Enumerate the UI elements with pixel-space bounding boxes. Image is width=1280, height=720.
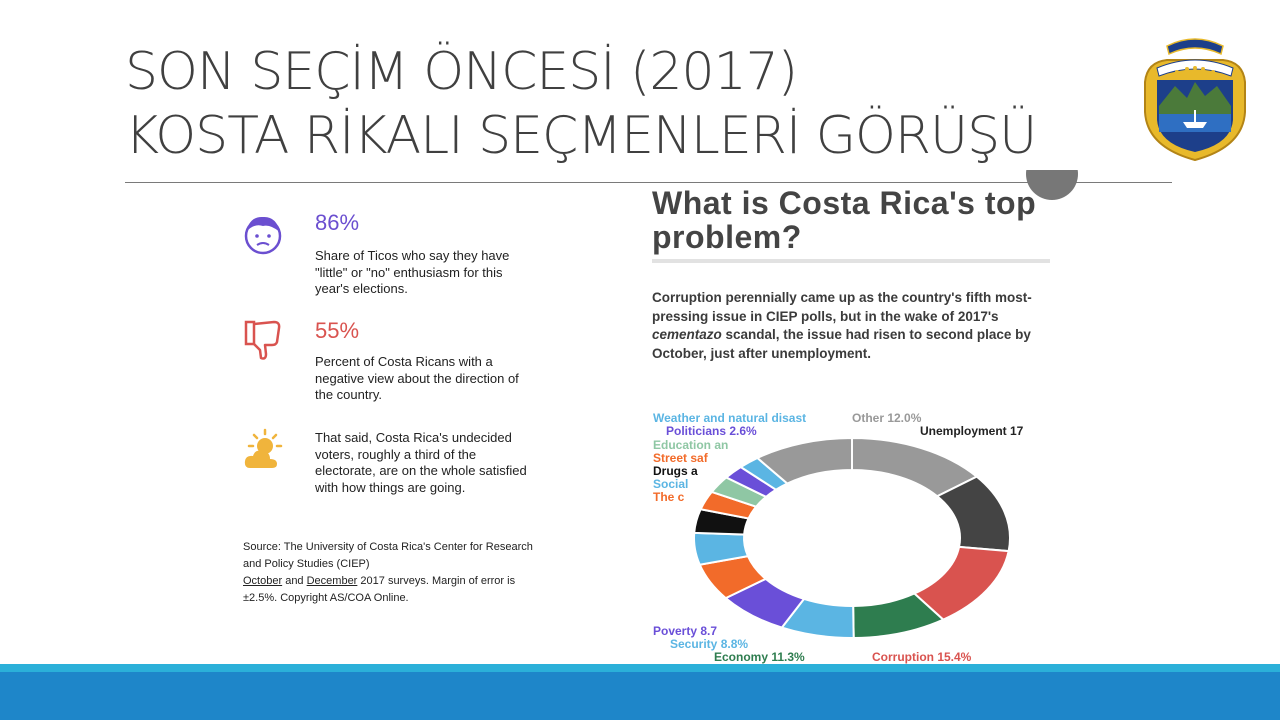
footer-band-light: [0, 664, 1280, 672]
stat-undecided: [240, 428, 540, 518]
source-note: [243, 539, 543, 607]
para-text: Corruption perennially came up as the country's fifth most-pressing issue in CIEP polls, but in the wake of 2017's: [652, 290, 1032, 324]
slice-label: The c: [653, 490, 685, 504]
december-link[interactable]: December: [306, 575, 358, 587]
stat-text: Share of Ticos who say they have "little" or "no" enthusiasm for this year's elections.: [315, 248, 510, 296]
source-and: and: [282, 575, 307, 587]
heading-underline: [652, 259, 1050, 263]
slice-label: Education an: [653, 438, 729, 452]
slice-label: Economy 11.3%: [714, 650, 805, 664]
stat-text: That said, Costa Rica's undecided voters, roughly a third of the electorate, are on the whole satisfied with how things are going.: [315, 430, 527, 495]
slice-label: Other 12.0%: [852, 411, 922, 425]
footer-band-dark: [0, 672, 1280, 720]
article-paragraph: [652, 289, 1052, 363]
slice-label: Weather and natural disast: [653, 411, 807, 425]
title-line-2: KOSTA RİKALI SEÇMENLERİ GÖRÜŞÜ: [125, 106, 1037, 166]
source-line-2: 2017 surveys. Margin of error is ±2.5%. Copyright AS/COA Online.: [243, 575, 516, 604]
stat-direction: [240, 318, 540, 408]
slice-label: Unemployment 17: [920, 424, 1024, 438]
slice-label: Politicians 2.6%: [666, 424, 757, 438]
para-text: scandal, the issue had risen to second place by October, just after unemployment.: [652, 327, 1031, 361]
slide-title: [125, 40, 1125, 168]
source-line-1: Source: The University of Costa Rica's Center for Research and Policy Studies (CIEP): [243, 541, 533, 570]
stat-enthusiasm: [240, 210, 540, 310]
slice-label: Drugs a: [653, 464, 698, 478]
october-link[interactable]: October: [243, 575, 283, 587]
stat-text: Percent of Costa Ricans with a negative view about the direction of the country.: [315, 354, 519, 402]
sad-face-icon: [240, 210, 286, 256]
article-heading: What is Costa Rica's top problem?: [652, 185, 1037, 255]
stat-value: 86%: [315, 210, 360, 235]
slice-label: Social: [653, 477, 689, 491]
stat-value: 55%: [315, 318, 360, 343]
slice-label: Poverty 8.7: [653, 624, 718, 638]
slice-label: Corruption 15.4%: [872, 650, 972, 664]
slice-label: Security 8.8%: [670, 637, 749, 651]
slice-label: Street saf: [653, 451, 708, 465]
donut-chart-box: [640, 405, 1060, 667]
title-divider: [125, 182, 1172, 183]
thumbs-down-icon: [240, 318, 286, 364]
para-emphasis: cementazo: [652, 327, 722, 342]
sun-cloud-icon: [240, 428, 286, 474]
costa-rica-coat-of-arms-icon: [1137, 32, 1253, 164]
title-line-1: SON SEÇİM ÖNCESİ (2017): [125, 42, 798, 102]
donut-chart: [640, 405, 1060, 667]
